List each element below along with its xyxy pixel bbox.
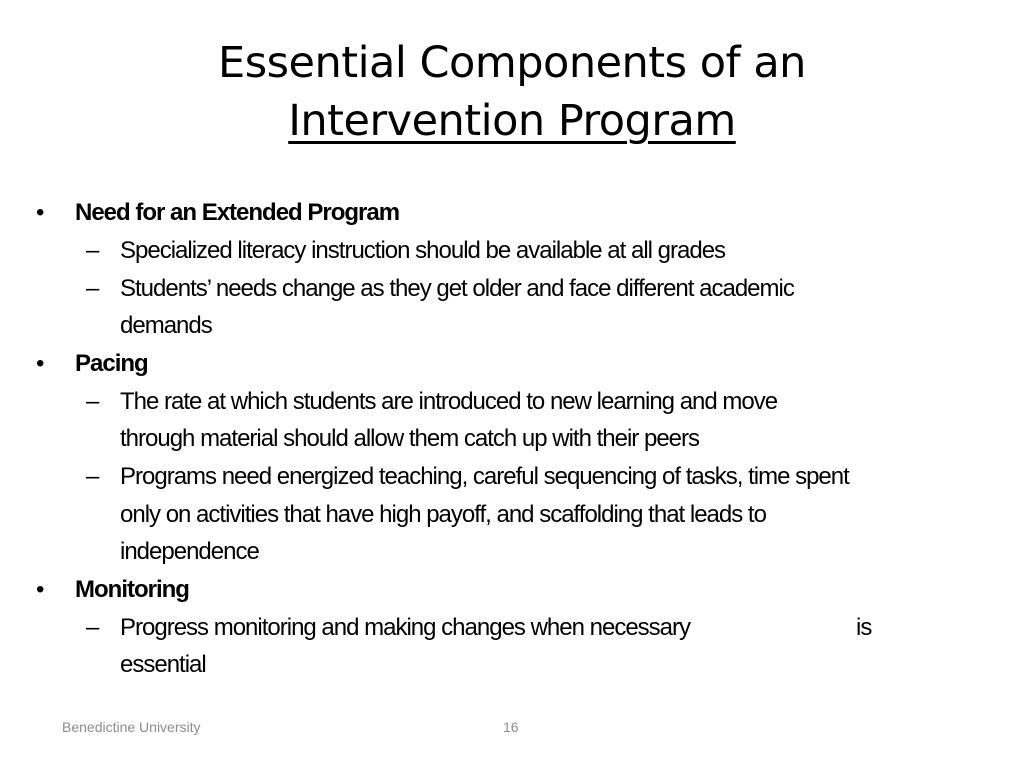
heading-text: Monitoring — [75, 575, 189, 603]
bullet-heading-monitoring — [34, 571, 974, 609]
sub-bullet-text-line-1: The rate at which students are introduced to new learning and move — [120, 387, 778, 415]
dash-icon: – — [86, 274, 99, 302]
bullet-icon: • — [36, 349, 44, 377]
bullet-icon: • — [36, 575, 44, 603]
sub-bullet-text-line-1a: Progress monitoring and making changes when necessary — [120, 613, 691, 641]
sub-bullet-text-line-2: demands — [120, 312, 212, 340]
sub-bullet-text-line-1b: is — [856, 613, 872, 641]
heading-text: Need for an Extended Program — [75, 199, 400, 226]
sub-bullet-text-line-2: essential — [120, 651, 206, 679]
title-underlined-text: Intervention Program — [288, 96, 736, 146]
bullet-heading-pacing — [34, 345, 974, 383]
title-line-1: Essential Components of an — [218, 38, 806, 88]
heading-text: Pacing — [75, 349, 148, 377]
sub-bullet-text-line-1: Programs need energized teaching, careful sequencing of tasks, time spent — [120, 462, 849, 490]
sub-bullet-text-line-2: through material should allow them catch up with their peers — [120, 425, 699, 453]
sub-bullet-item — [34, 609, 974, 684]
footer-organization: Benedictine University — [62, 719, 201, 735]
sub-bullet-text: Specialized literacy instruction should be available at all grades — [120, 237, 726, 264]
sub-bullet-text-line-2: only on activities that have high payoff, and scaffolding that leads to — [120, 500, 766, 528]
bullet-list — [34, 194, 974, 684]
title-line-2 — [60, 92, 964, 150]
sub-bullet-text-line-1: Students’ needs change as they get older and face different academic — [120, 274, 794, 302]
dash-icon: – — [86, 613, 99, 641]
dash-icon: – — [86, 462, 99, 490]
footer-page-number: 16 — [503, 719, 519, 735]
sub-bullet-item — [34, 232, 974, 270]
sub-bullet-item — [34, 458, 974, 571]
bullet-icon: • — [36, 199, 44, 226]
dash-icon: – — [86, 387, 99, 415]
sub-bullet-item — [34, 383, 974, 458]
dash-icon: – — [86, 237, 99, 264]
sub-bullet-text-line-3: independence — [120, 538, 259, 566]
bullet-heading-extended-program — [34, 194, 974, 232]
slide-title — [60, 34, 964, 150]
sub-bullet-item — [34, 270, 974, 345]
